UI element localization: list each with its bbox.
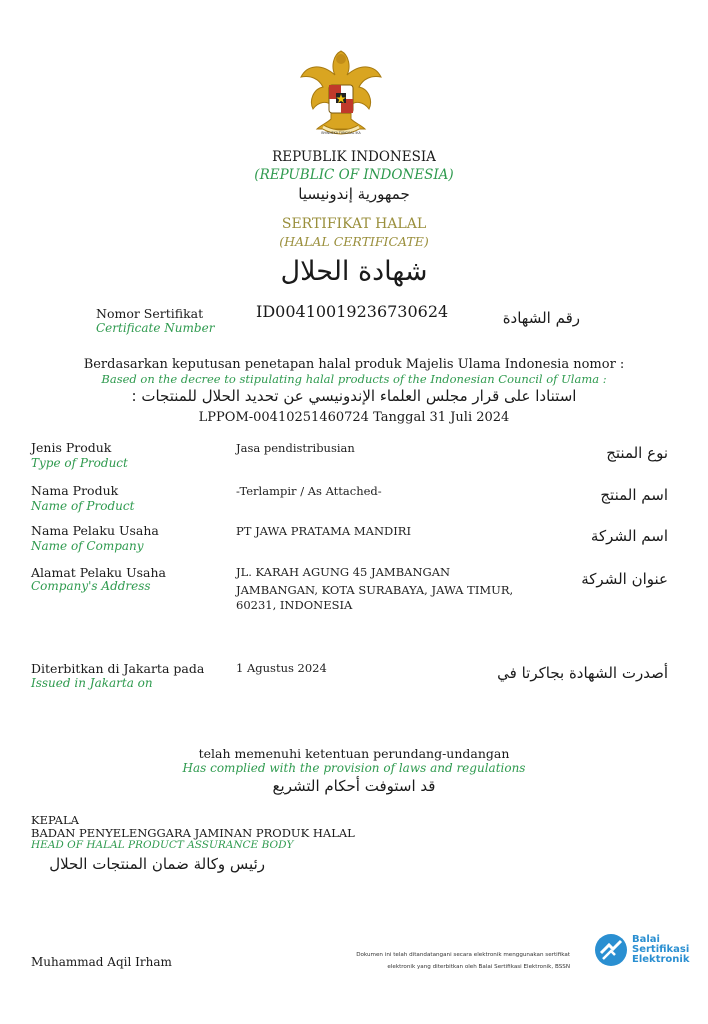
issued-label-en: Issued in Jakarta on bbox=[31, 676, 153, 690]
product-type-label-ar: نوع المنتج bbox=[606, 444, 668, 462]
country-title-en: (REPUBLIC OF INDONESIA) bbox=[254, 167, 454, 183]
signatory-agency-ar: رئيس وكالة ضمان المنتجات الحلال bbox=[49, 855, 265, 873]
decree-number: LPPOM-00410251460724 Tanggal 31 Juli 2024 bbox=[198, 410, 510, 425]
signatory-title: KEPALA bbox=[31, 813, 79, 827]
esign-note-line1: Dokumen ini telah ditandatangani secara elektronik menggunakan sertifikat bbox=[356, 952, 570, 958]
company-name-label-ar: اسم الشركة bbox=[590, 527, 668, 545]
certificate-number-label-ar: رقم الشهادة bbox=[502, 309, 580, 327]
decree-text-en: Based on the decree to stipulating halal products of the Indonesian Council of Ulama : bbox=[101, 372, 607, 386]
product-type-label: Jenis Produk bbox=[31, 440, 112, 455]
bsre-text-line2: Sertifikasi bbox=[632, 944, 690, 955]
esign-note-line2: elektronik yang diterbitkan oleh Balai Sertifikasi Elektronik, BSSN bbox=[387, 964, 570, 970]
signatory-agency-en: HEAD OF HALAL PRODUCT ASSURANCE BODY bbox=[31, 839, 294, 851]
country-title-ar: جمهورية إندونيسيا bbox=[298, 185, 410, 203]
signatory-agency: BADAN PENYELENGGARA JAMINAN PRODUK HALAL bbox=[31, 826, 355, 840]
company-address-line2: JAMBANGAN, KOTA SURABAYA, JAWA TIMUR, bbox=[236, 583, 514, 597]
product-name-label-en: Name of Product bbox=[31, 499, 135, 513]
decree-text: Berdasarkan keputusan penetapan halal produk Majelis Ulama Indonesia nomor : bbox=[83, 357, 625, 372]
issued-label: Diterbitkan di Jakarta pada bbox=[31, 661, 205, 676]
certificate-title: SERTIFIKAT HALAL bbox=[281, 216, 427, 232]
product-type-label-en: Type of Product bbox=[31, 456, 128, 470]
company-address-line1: JL. KARAH AGUNG 45 JAMBANGAN bbox=[236, 565, 451, 579]
country-title: REPUBLIK INDONESIA bbox=[272, 149, 436, 165]
product-name-label: Nama Produk bbox=[31, 483, 119, 498]
certificate-number-value: ID00410019236730624 bbox=[256, 302, 449, 321]
signatory-name: Muhammad Aqil Irham bbox=[31, 955, 172, 969]
certificate-title-en: (HALAL CERTIFICATE) bbox=[279, 234, 429, 249]
certificate-number-label: Nomor Sertifikat bbox=[96, 306, 204, 321]
compliance-text-en: Has complied with the provision of laws and regulations bbox=[182, 761, 526, 775]
bsre-text-line1: Balai bbox=[632, 934, 660, 945]
emblem-banner-text: BHINNEKA TUNGGAL IKA bbox=[321, 131, 361, 135]
bsre-text-line3: Elektronik bbox=[632, 954, 690, 965]
certificate-number-label-en: Certificate Number bbox=[96, 321, 215, 335]
company-address-label-ar: عنوان الشركة bbox=[581, 570, 668, 588]
company-name-label-en: Name of Company bbox=[31, 539, 144, 553]
compliance-text-ar: قد استوفت أحكام التشريع bbox=[272, 777, 436, 795]
company-address-label-en: Company's Address bbox=[31, 579, 151, 593]
bsre-emblem-icon bbox=[594, 933, 628, 967]
company-address-label: Alamat Pelaku Usaha bbox=[31, 565, 166, 580]
issued-date-value: 1 Agustus 2024 bbox=[236, 661, 327, 675]
product-type-value: Jasa pendistribusian bbox=[236, 441, 355, 455]
product-name-label-ar: اسم المنتج bbox=[600, 486, 668, 504]
company-name-value: PT JAWA PRATAMA MANDIRI bbox=[236, 524, 411, 538]
product-name-value: -Terlampir / As Attached- bbox=[236, 484, 382, 498]
company-address-line3: 60231, INDONESIA bbox=[236, 598, 353, 612]
company-name-label: Nama Pelaku Usaha bbox=[31, 523, 159, 538]
certificate-title-ar: شهادة الحلال bbox=[280, 256, 428, 287]
bsre-logo bbox=[594, 933, 690, 967]
issued-label-ar: أصدرت الشهادة بجاكرتا في bbox=[497, 664, 668, 682]
decree-text-ar: استنادا على قرار مجلس العلماء الإندونيسي عن تحديد الحلال للمنتجات : bbox=[131, 387, 577, 405]
garuda-emblem bbox=[297, 45, 385, 141]
compliance-text: telah memenuhi ketentuan perundang-undangan bbox=[198, 746, 510, 761]
